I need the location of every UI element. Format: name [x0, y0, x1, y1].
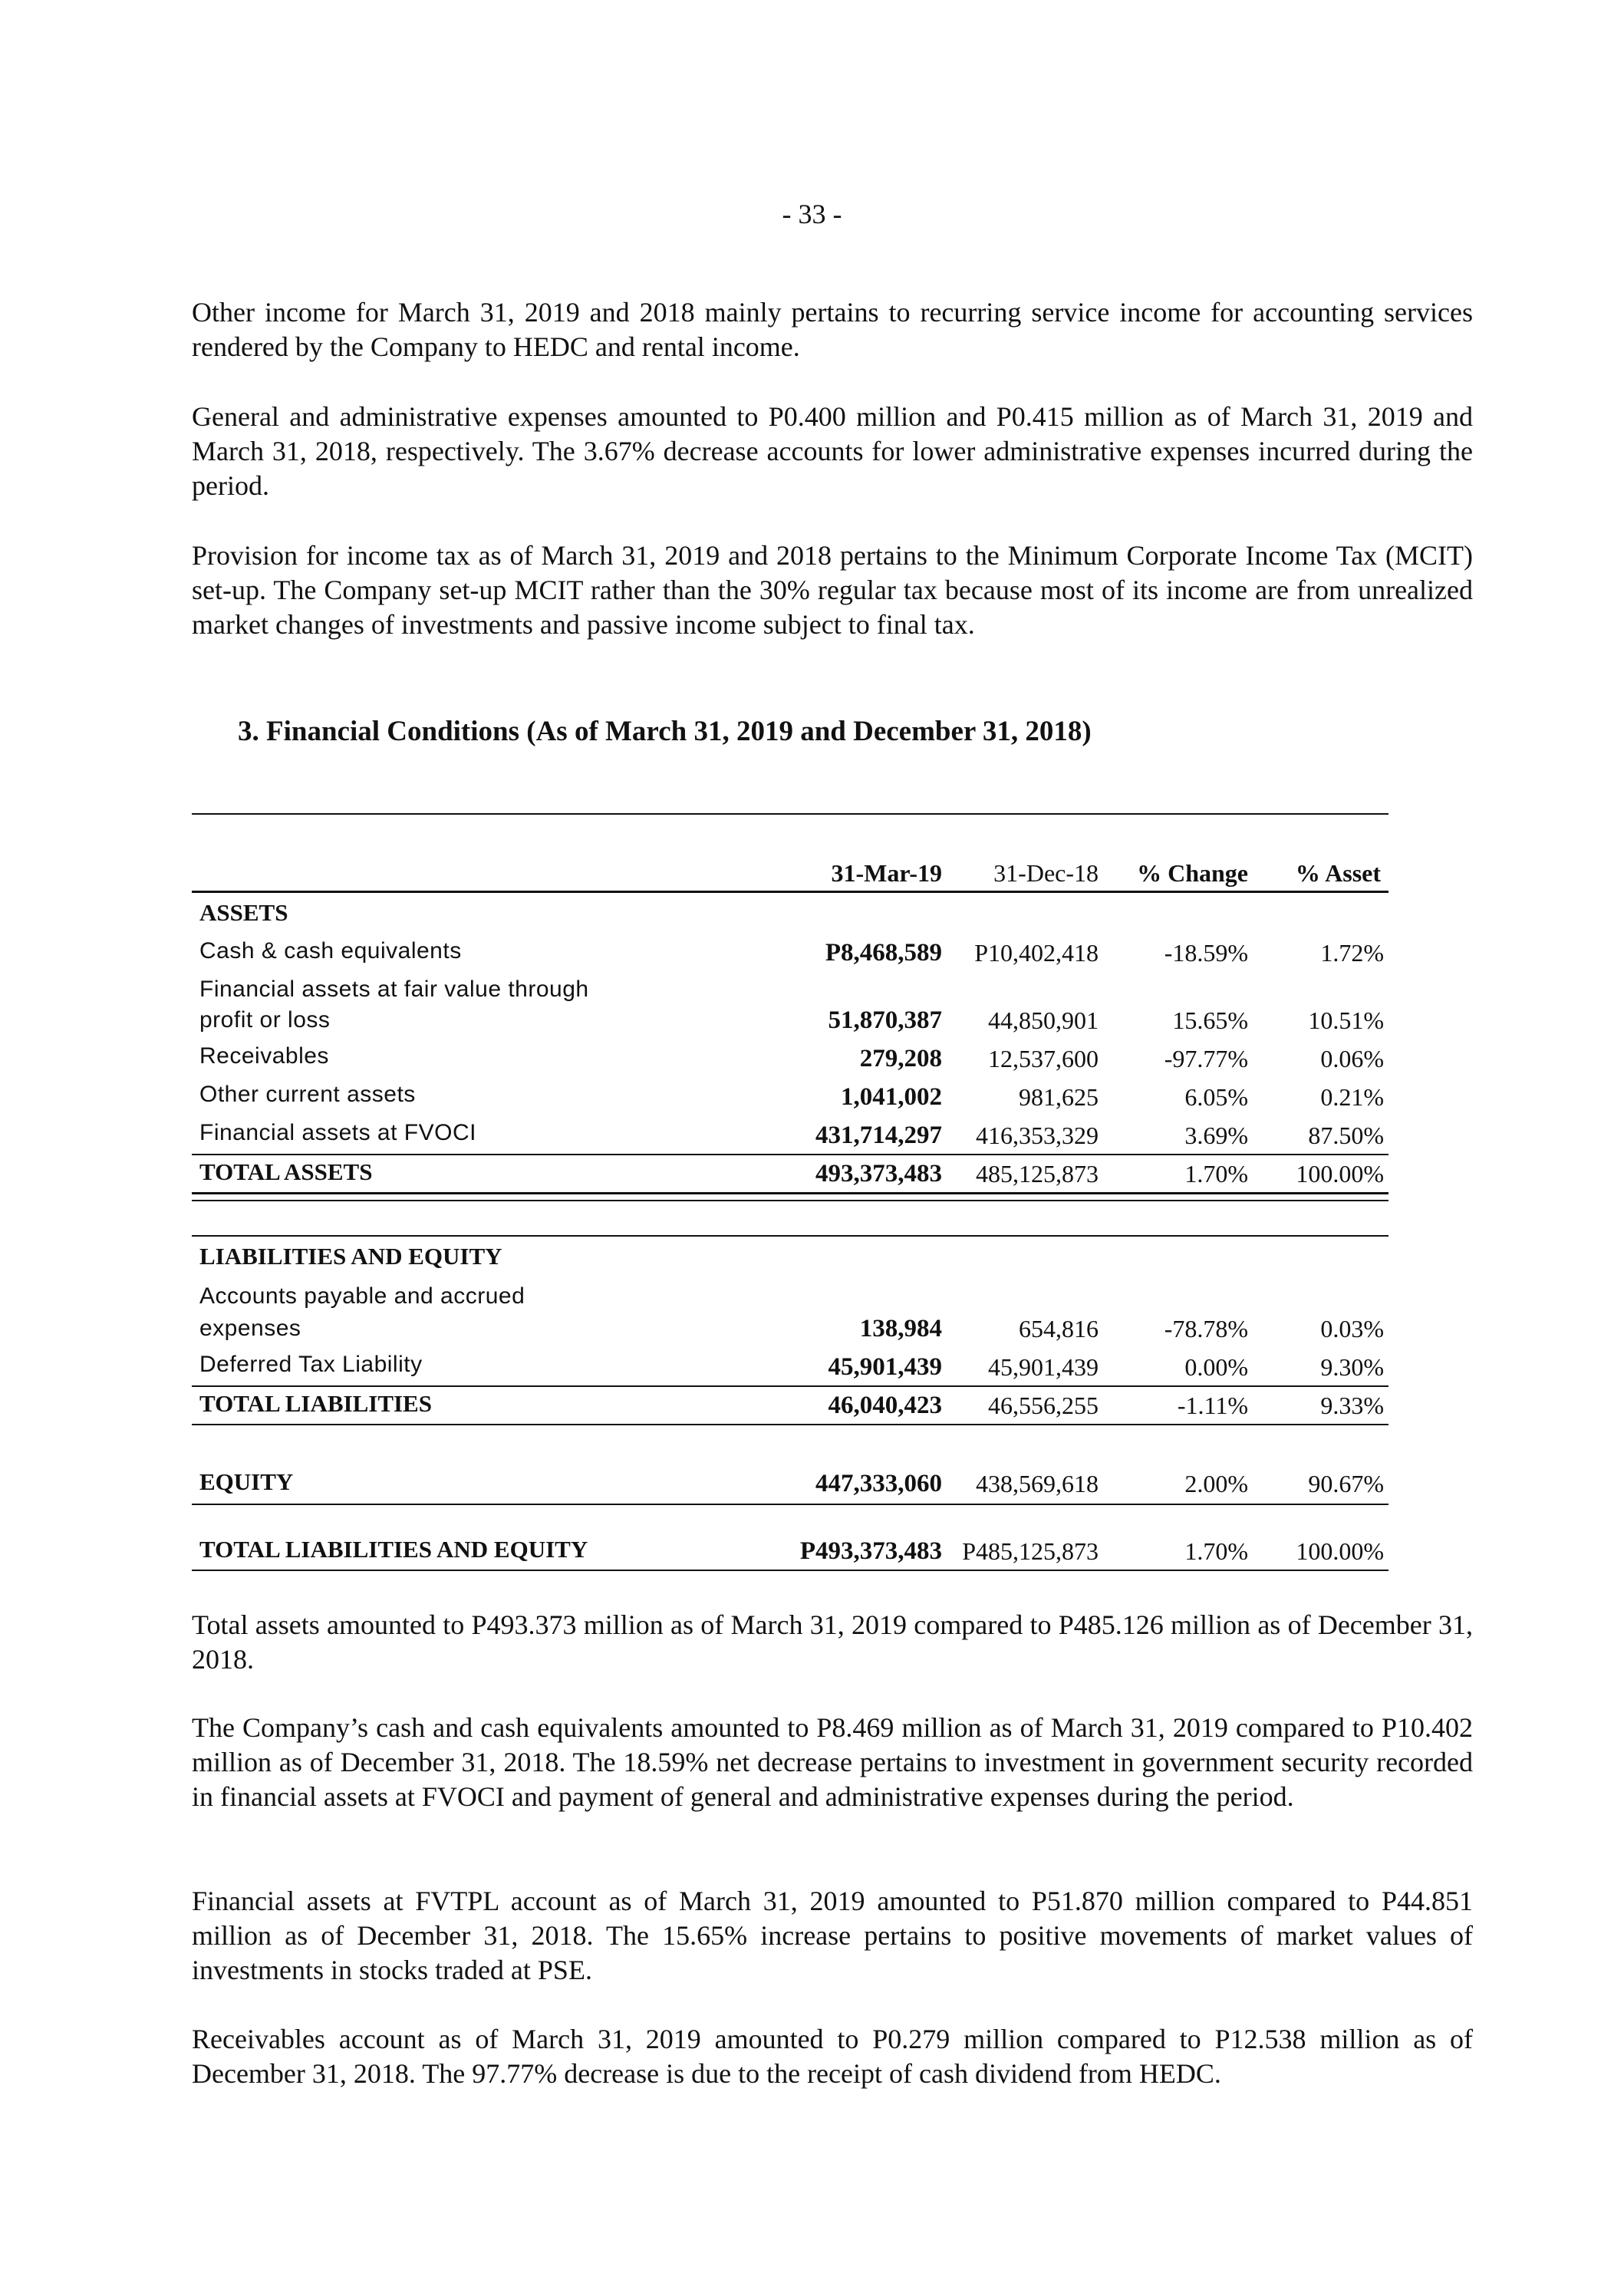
row-label: Deferred Tax Liability	[199, 1352, 423, 1377]
column-header-31-mar-19: 31-Mar-19	[831, 859, 942, 887]
value-31-dec-18: 438,569,618	[976, 1470, 1099, 1497]
row-label: Financial assets at fair value through	[199, 977, 589, 1002]
value-31-mar-19: P493,373,483	[799, 1537, 942, 1565]
total-assets-double-rule-2	[192, 1200, 1388, 1201]
row-label: EQUITY	[199, 1468, 294, 1495]
value-31-dec-18: 485,125,873	[976, 1160, 1099, 1188]
section-heading: 3. Financial Conditions (As of March 31, 2019 and December 31, 2018)	[238, 716, 1092, 747]
page-number: - 33 -	[782, 199, 842, 229]
column-header-31-dec-18: 31-Dec-18	[993, 859, 1099, 887]
row-label-cont: expenses	[199, 1316, 301, 1341]
column-header-pct-asset: % Asset	[1295, 859, 1381, 887]
value-pct-asset: 9.33%	[1320, 1392, 1384, 1419]
value-pct-change: -97.77%	[1164, 1045, 1248, 1072]
value-pct-asset: 100.00%	[1296, 1537, 1384, 1565]
paragraph-receivables: Receivables account as of March 31, 2019 amounted to P0.279 million compared to P12.538 million as of December 31, 2018. The 97.77% decrease is due to the receipt of cash dividend from HEDC.	[192, 2024, 1473, 2089]
header-rule	[192, 891, 1388, 893]
row-label: Accounts payable and accrued	[199, 1283, 525, 1309]
value-pct-asset: 9.30%	[1320, 1353, 1384, 1381]
row-label: TOTAL LIABILITIES	[199, 1390, 432, 1417]
row-label: Financial assets at FVOCI	[199, 1120, 476, 1145]
paragraph-cash: The Company’s cash and cash equivalents amounted to P8.469 million as of March 31, 2019 compared to P10.402 million as of December 31, 2018. The 18.59% net decrease pertains to investment in government security recorded in financial assets at FVOCI and payment of general and administrative expenses during the period.	[192, 1712, 1473, 1812]
value-31-dec-18: 44,850,901	[988, 1006, 1099, 1034]
value-31-mar-19: P8,468,589	[825, 939, 942, 967]
value-pct-change: -78.78%	[1164, 1315, 1248, 1342]
value-31-mar-19: 1,041,002	[841, 1083, 942, 1111]
column-header-pct-change: % Change	[1137, 859, 1248, 887]
value-31-dec-18: P10,402,418	[974, 939, 1099, 967]
value-pct-asset: 0.03%	[1320, 1315, 1384, 1342]
value-31-dec-18: 981,625	[1019, 1083, 1099, 1111]
value-31-dec-18: 46,556,255	[988, 1392, 1099, 1419]
grand-total-rule-1	[192, 1570, 1388, 1571]
value-31-mar-19: 138,984	[859, 1315, 942, 1342]
equity-bottom-rule	[192, 1504, 1388, 1505]
value-31-mar-19: 45,901,439	[828, 1353, 942, 1381]
paragraph-other-income: Other income for March 31, 2019 and 2018 mainly pertains to recurring service income for accounting services rendered by the Company to HEDC and rental income.	[192, 297, 1473, 362]
row-label: Other current assets	[199, 1082, 416, 1107]
value-pct-change: 6.05%	[1184, 1083, 1248, 1111]
paragraph-income-tax: Provision for income tax as of March 31, 2019 and 2018 pertains to the Minimum Corporate Income Tax (MCIT) set-up. The Company set-up MCIT rather than the 30% regular tax because most of its income are from unrealized market changes of investments and passive income subject to final tax.	[192, 540, 1473, 640]
total-liabilities-top-rule	[192, 1385, 1388, 1387]
total-liabilities-bottom-rule	[192, 1424, 1388, 1425]
row-label: TOTAL LIABILITIES AND EQUITY	[199, 1536, 588, 1563]
row-label: Receivables	[199, 1043, 329, 1069]
value-pct-change: 3.69%	[1184, 1122, 1248, 1149]
assets-header: ASSETS	[199, 899, 288, 926]
value-pct-change: 15.65%	[1172, 1006, 1248, 1034]
value-31-mar-19: 279,208	[859, 1045, 942, 1072]
paragraph-fvtpl: Financial assets at FVTPL account as of March 31, 2019 amounted to P51.870 million compared to P44.851 million as of December 31, 2018. The 15.65% increase pertains to positive movements of market values of investments in stocks traded at PSE.	[192, 1886, 1473, 1985]
row-label: TOTAL ASSETS	[199, 1158, 373, 1185]
table-top-rule	[192, 813, 1388, 815]
liabilities-header: LIABILITIES AND EQUITY	[199, 1243, 502, 1270]
paragraph-total-assets: Total assets amounted to P493.373 million as of March 31, 2019 compared to P485.126 million as of December 31, 2018.	[192, 1609, 1473, 1675]
financial-conditions-table	[192, 813, 1388, 1573]
value-31-mar-19: 447,333,060	[815, 1470, 942, 1497]
value-pct-asset: 1.72%	[1320, 939, 1384, 967]
value-pct-change: 2.00%	[1184, 1470, 1248, 1497]
total-assets-double-rule-1	[192, 1192, 1388, 1194]
value-31-mar-19: 51,870,387	[828, 1006, 942, 1034]
value-pct-asset: 0.06%	[1320, 1045, 1384, 1072]
row-label-cont: profit or loss	[199, 1007, 331, 1033]
value-pct-asset: 0.21%	[1320, 1083, 1384, 1111]
liabilities-top-rule	[192, 1235, 1388, 1237]
value-31-mar-19: 431,714,297	[815, 1122, 942, 1149]
value-31-dec-18: 654,816	[1019, 1315, 1099, 1342]
value-pct-asset: 87.50%	[1308, 1122, 1384, 1149]
paragraph-admin-expenses: General and administrative expenses amounted to P0.400 million and P0.415 million as of March 31, 2019 and March 31, 2018, respectively. The 3.67% decrease accounts for lower administrative expenses incurred during the period.	[192, 401, 1473, 501]
value-pct-asset: 90.67%	[1308, 1470, 1384, 1497]
total-assets-top-rule	[192, 1154, 1388, 1155]
value-pct-asset: 100.00%	[1296, 1160, 1384, 1188]
value-31-dec-18: 416,353,329	[976, 1122, 1099, 1149]
value-31-mar-19: 46,040,423	[828, 1392, 942, 1419]
value-pct-change: 0.00%	[1184, 1353, 1248, 1381]
value-pct-change: -1.11%	[1177, 1392, 1248, 1419]
value-pct-change: 1.70%	[1184, 1160, 1248, 1188]
value-31-dec-18: 45,901,439	[988, 1353, 1099, 1381]
value-pct-change: -18.59%	[1164, 939, 1248, 967]
value-pct-change: 1.70%	[1184, 1537, 1248, 1565]
value-pct-asset: 10.51%	[1308, 1006, 1384, 1034]
value-31-dec-18: P485,125,873	[962, 1537, 1099, 1565]
value-31-mar-19: 493,373,483	[815, 1160, 942, 1188]
row-label: Cash & cash equivalents	[199, 938, 462, 964]
value-31-dec-18: 12,537,600	[988, 1045, 1099, 1072]
